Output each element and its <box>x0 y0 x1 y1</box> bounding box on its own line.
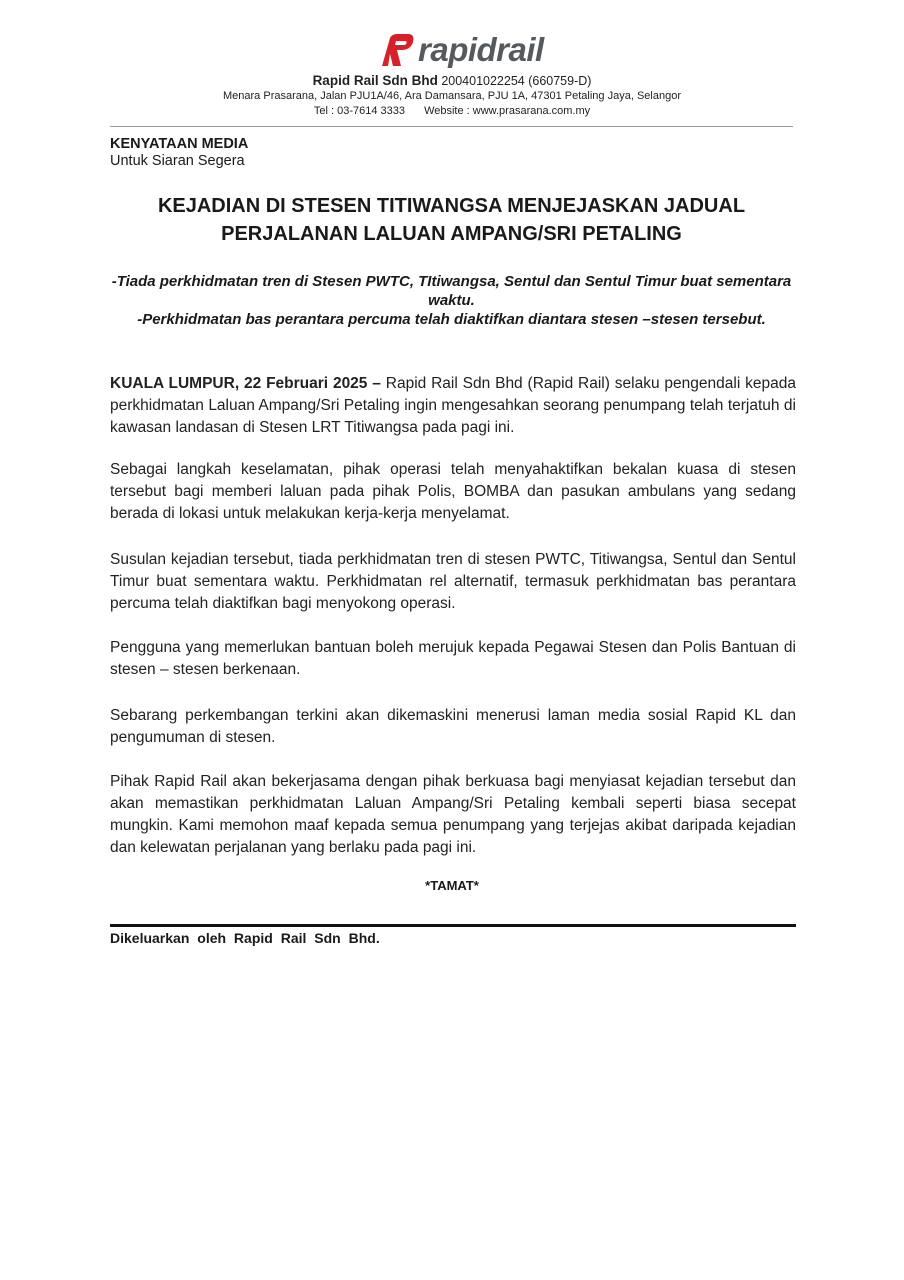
company-address: Menara Prasarana, Jalan PJU1A/46, Ara Damansara, PJU 1A, 47301 Petaling Jaya, Selangor <box>223 90 681 102</box>
paragraph-3: Susulan kejadian tersebut, tiada perkhidmatan tren di stesen PWTC, Titiwangsa, Sentul dan Sentul Timur buat sementara waktu. Perkhidmatan rel alternatif, termasuk perkhidmatan bas perantara percuma telah diaktifkan bagi menyokong operasi. <box>110 551 796 612</box>
paragraph-1-text: Rapid Rail Sdn Bhd (Rapid Rail) selaku pengendali kepada perkhidmatan Laluan Ampang/Sri Petaling ingin mengesahkan seorang penumpang telah terjatuh di kawasan landasan di Stesen LRT Titiwangsa pada pagi ini. <box>110 375 796 436</box>
issued-by: Dikeluarkan oleh Rapid Rail Sdn Bhd. <box>110 930 380 946</box>
subpoint: -Tiada perkhidmatan tren di Stesen PWTC, TItiwangsa, Sentul dan Sentul Timur buat sementara waktu. <box>111 273 792 309</box>
company-contact <box>0 105 904 117</box>
header-divider <box>110 126 793 127</box>
end-mark: *TAMAT* <box>425 878 479 893</box>
company-website: Website : www.prasarana.com.my <box>424 105 591 117</box>
company-tel: Tel : 03-7614 3333 <box>313 105 405 117</box>
company-line <box>0 73 904 88</box>
company-logo <box>378 30 544 70</box>
release-label: Untuk Siaran Segera <box>110 153 245 169</box>
rapidrail-logo-icon <box>378 32 416 68</box>
paragraph-1 <box>110 373 796 439</box>
dateline: KUALA LUMPUR, 22 Februari 2025 – <box>110 375 381 392</box>
headline: KEJADIAN DI STESEN TITIWANGSA MENJEJASKAN JADUAL PERJALANAN LALUAN AMPANG/SRI PETALING <box>157 195 746 245</box>
subpoints <box>110 272 793 329</box>
paragraph-6: Pihak Rapid Rail akan bekerjasama dengan pihak berkuasa bagi menyiasat kejadian tersebut dan akan memastikan perkhidmatan Laluan Ampang/Sri Petaling kembali seperti biasa secepat mungkin. Kami memohon maaf kepada semua penumpang yang terjejas akibat daripada kejadian dan kelewatan perjalanan yang berlaku pada pagi ini. <box>110 773 796 856</box>
company-reg-no: 200401022254 (660759-D) <box>441 74 592 88</box>
paragraph-4: Pengguna yang memerlukan bantuan boleh merujuk kepada Pegawai Stesen dan Polis Bantuan di stesen – stesen berkenaan. <box>110 639 796 678</box>
paragraph-2: Sebagai langkah keselamatan, pihak operasi telah menyahaktifkan bekalan kuasa di stesen tersebut bagi memberi laluan pada pihak Polis, BOMBA dan pasukan ambulans yang sedang berada di lokasi untuk melakukan kerja-kerja menyelamat. <box>110 461 796 522</box>
logo-wordmark: rapidrail <box>418 31 544 68</box>
company-name: Rapid Rail Sdn Bhd <box>312 73 438 88</box>
subpoint: -Perkhidmatan bas perantara percuma telah diaktifkan diantara stesen –stesen tersebut. <box>137 311 766 328</box>
footer-divider <box>110 924 796 927</box>
document-type-label: KENYATAAN MEDIA <box>110 136 249 152</box>
paragraph-5: Sebarang perkembangan terkini akan dikemaskini menerusi laman media sosial Rapid KL dan pengumuman di stesen. <box>110 707 796 746</box>
